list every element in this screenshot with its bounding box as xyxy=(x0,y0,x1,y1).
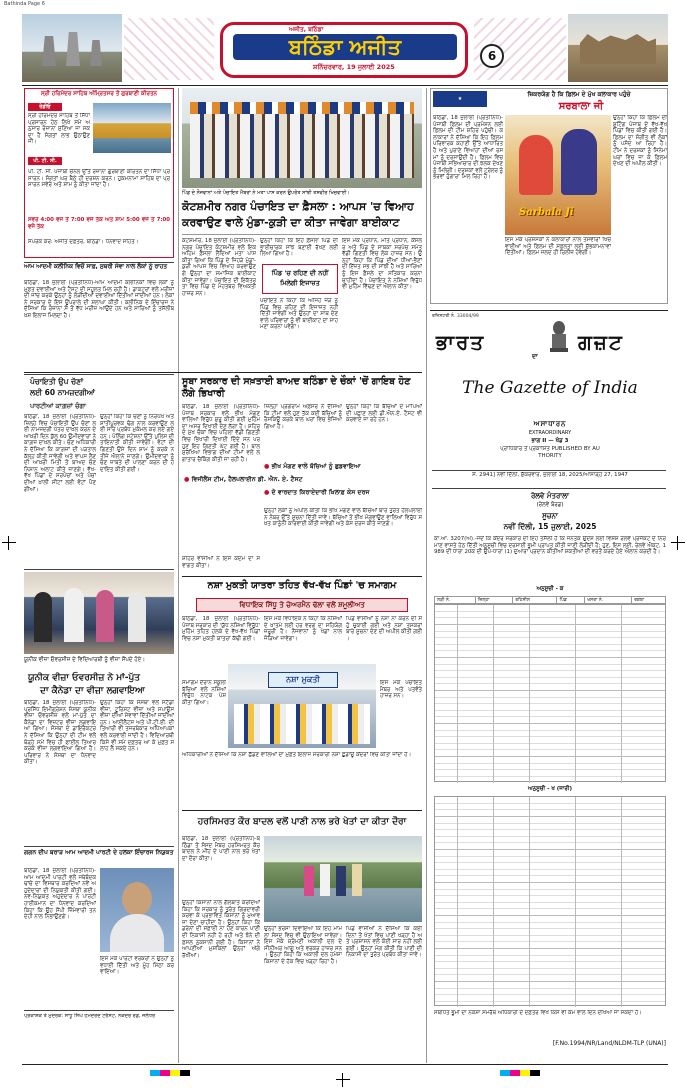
col-village: ਪਿੰਡ xyxy=(557,597,585,604)
visa-headline-1: ਯੂਨੀਕ ਵੀਜ਼ਾ ਓਵਰਸੀਜ਼ ਨੇ ਮਾਂ-ਪੁੱਤ xyxy=(28,673,141,683)
panchayat-headline-3: ਪਾਰਟੀਆਂ ਕਾਗ਼ਜ਼ਾਂ ਚੰਗਾ xyxy=(30,402,86,410)
gazette-table-1 xyxy=(434,596,666,604)
gazette-title-left: ਭਾਰਤ xyxy=(436,330,486,354)
col-area: ਰਕਬਾ xyxy=(632,597,666,604)
gazette-table-header xyxy=(435,597,666,604)
beggar-headline: ਸੂਬਾ ਸਰਕਾਰ ਦੀ ਸਖ਼ਤਾਈ ਬਾਅਦ ਬਠਿੰਡਾ ਦੇ ਚੌਕਾਂ 'ਚੋਂ ਗਾਇਬ ਹੋਣ ਲੱਗੇ ਭਿਖਾਰੀ xyxy=(182,376,411,399)
harsimrat-headline: ਹਰਸਿਮਰਤ ਕੌਰ ਬਾਦਲ ਵਲੋਂ ਪਾਣੀ ਨਾਲ ਭਰੇ ਖੇਤਾਂ ਦਾ ਕੀਤਾ ਦੌਰਾ xyxy=(197,817,407,827)
masthead-pattern-left xyxy=(124,18,214,80)
visa-caption: ਯੂਨੀਕ ਵੀਜ਼ਾ ਓਵਰਸੀਜ਼ ਦੇ ਵਿਦਿਆਰਥੀ ਨੂੰ ਵੀਜ਼ਾ ਸੌਂਪਦੇ ਹੋਏ। xyxy=(24,657,146,663)
nasha-body-4: ਸਮਾਗਮ ਦੌਰਾਨ ਸਕੂਲੀ ਬੱਚਿਆਂ ਵਲੋਂ ਨਸ਼ਿਆਂ ਵਿਰੁੱਧ ਨਾਟਕ ਪੇਸ਼ ਕੀਤਾ ਗਿਆ। xyxy=(182,680,226,706)
registration-mark-left xyxy=(2,536,16,550)
ptc-tag: ਪੀ. ਟੀ. ਸੀ. xyxy=(28,157,62,165)
harsimrat-body-2: ਉਨ੍ਹਾਂ ਕਿਸਾਨਾਂ ਨਾਲ ਗੱਲਬਾਤ ਕਰਦਿਆਂ ਕਿਹਾ ਕਿ ਸਰਕਾਰ ਨੂੰ ਤੁਰੰਤ ਗਿਰਦਾਵਰੀ ਕਰਵਾ ਕੇ ਪ੍ਰਭਾਵਿਤ ਕਿਸਾਨਾਂ ਨੂੰ ਮੁਆਵਜ਼ਾ ਦੇਣਾ ਚਾਹੀਦਾ ਹੈ। ਉਨ੍ਹਾਂ ਕਿਹਾ ਕਿ ਡਰੇਨਾਂ ਦੀ ਸਫ਼ਾਈ ਨਾ ਹੋਣ ਕਾਰਨ ਪਾਣੀ ਦੀ ਨਿਕਾਸੀ ਨਹੀਂ ਹੋ ਰਹੀ ਅਤੇ ਝੋਨੇ ਦੀ ਫ਼ਸਲ ਨੁਕਸਾਨੀ ਗਈ ਹੈ। ਕਿਸਾਨਾਂ ਨੇ ਆਪਣੀਆਂ ਮੁਸ਼ਕਿਲਾਂ ਉਨ੍ਹਾਂ ਅੱਗੇ ਰੱਖੀਆਂ। xyxy=(182,900,260,959)
gazette-notice-date: ਨਵੀਂ ਦਿੱਲੀ, 15 ਜੁਲਾਈ, 2025 xyxy=(503,522,597,531)
nasha-body-3: ਪਿੰਡ ਵਾਸੀਆਂ ਨੂੰ ਨਸ਼ਾ ਨਾ ਕਰਨ ਦੀ ਸਹੁੰ ਚੁਕਾਈ ਗਈ ਅਤੇ ਨਸ਼ਾ ਤਸਕਰਾਂ ਬਾਰੇ ਸੂਚਨਾ ਦੇਣ ਦੀ ਅਪੀਲ ਕੀਤੀ ਗਈ। xyxy=(346,616,422,642)
lead-body-4: ਇਸ ਮੌਕੇ ਪ੍ਰਧਾਨ, ਮੀਤ ਪ੍ਰਧਾਨ, ਕੌਂਸਲਰ ਅਤੇ ਪਿੰਡ ਦੇ ਸਾਬਕਾ ਸਰਪੰਚ ਸਮੇਤ ਵੱਡੀ ਗਿਣਤੀ ਵਿਚ ਲੋਕ ਹਾਜ਼ਰ ਸਨ। ਉਨ੍ਹਾਂ ਕਿਹਾ ਕਿ ਪਿੰਡ ਦੀਆਂ ਧੀਆਂ-ਭੈਣਾਂ ਦੀ ਇੱਜ਼ਤ ਸਭ ਦੀ ਸਾਂਝੀ ਹੈ ਅਤੇ ਸਾਰਿਆਂ ਨੂੰ ਇਸ ਫ਼ੈਸਲੇ ਦਾ ਸਤਿਕਾਰ ਕਰਨਾ ਚਾਹੀਦਾ ਹੈ। ਪੰਚਾਇਤ ਨੇ ਨਸ਼ਿਆਂ ਵਿਰੁੱਧ ਵੀ ਮੁਹਿੰਮ ਵਿੱਢਣ ਦਾ ਐਲਾਨ ਕੀਤਾ। xyxy=(342,238,422,291)
beggar-bullet-1-text: ਭੀਖ ਮੰਗਣ ਵਾਲੇ ਬੱਚਿਆਂ ਨੂੰ ਛੁਡਵਾਇਆ xyxy=(271,463,361,470)
color-bar-right xyxy=(500,1070,540,1076)
aap-body-1: ਬਠਿੰਡਾ, 18 ਜੁਲਾਈ (ਪ੍ਰਤੀਨਿਧ)-ਆਮ ਆਦਮੀ ਪਾਰਟੀ ਵਲੋਂ ਜਥੇਬੰਦਕ ਢਾਂਚੇ ਦਾ ਵਿਸਥਾਰ ਕਰਦਿਆਂ ਨਵੇਂ ਅਹੁਦੇਦਾਰਾਂ ਦੀ ਨਿਯੁਕਤੀ ਕੀਤੀ ਗਈ। ਨਵ-ਨਿਯੁਕਤ ਅਹੁਦੇਦਾਰ ਨੇ ਪਾਰਟੀ ਹਾਈਕਮਾਨ ਦਾ ਧੰਨਵਾਦ ਕਰਦਿਆਂ ਕਿਹਾ ਕਿ ਉਹ ਸੌਂਪੀ ਜ਼ਿੰਮੇਵਾਰੀ ਤਨਦੇਹੀ ਨਾਲ ਨਿਭਾਉਣਗੇ। xyxy=(24,868,96,921)
gazette-body: ਕਾ.ਆ. 3207(ਅ).-ਜਦੋਂ ਕਿ ਕੇਂਦਰ ਸਰਕਾਰ ਦੀ ਇਹ ਤਸੱਲੀ ਹੈ ਕਿ ਜਨਤਕ ਉਦੇਸ਼ ਲਈ ਵਿਸ਼ੇਸ਼ ਰੇਲਵੇ ਪ੍ਰੋਜੈਕਟ ਦੇ ਨਿਰਮਾਣ ਵਾਸਤੇ ਹੇਠ ਦਿੱਤੀ ਅਨੁਸੂਚੀ ਵਿਚ ਦਰਸਾਈ ਭੂਮੀ ਪ੍ਰਾਪਤ ਕੀਤੀ ਜਾਣੀ ਲੋੜੀਂਦੀ ਹੈ; ਹੁਣ, ਇਸ ਲਈ, ਰੇਲਵੇ ਐਕਟ, 1989 ਦੀ ਧਾਰਾ 20ਕ ਦੀ ਉਪ-ਧਾਰਾ (1) ਦੁਆਰਾ ਪ੍ਰਦਾਨ ਕੀਤੀਆਂ ਸ਼ਕਤੀਆਂ ਦੀ ਵਰਤੋਂ ਕਰਦੇ ਹੋਏ ਐਲਾਨ ਕਰਦੀ ਹੈ। xyxy=(434,536,666,556)
film-box xyxy=(430,88,668,304)
radio-tag: ਰੇਡੀਓ xyxy=(28,103,62,111)
lead-photo-caption: ਪਿੰਡ ਦੇ ਨੌਜਵਾਨਾਂ ਅਤੇ ਪੰਚਾਇਤ ਮੈਂਬਰਾਂ ਨੇ ਮਤਾ ਪਾਸ ਕਰਨ ਉਪਰੰਤ ਸਾਂਝੀ ਤਸਵੀਰ ਖਿਚਵਾਈ। xyxy=(182,190,350,196)
gazette-extraordinary-en: EXTRAORDINARY xyxy=(528,430,572,436)
masthead-edition: ਅਜੀਤ, ਬਠਿੰਡਾ xyxy=(289,26,324,33)
gurbani-text-3: ਸੰਪਰਕ ਕਰੋ: ਅਜੀਤ ਦਫ਼ਤਰ, ਬਠਿੰਡਾ। ਧੰਨਵਾਦ ਸਹਿਤ। xyxy=(28,239,139,245)
harsimrat-photo xyxy=(264,836,422,922)
gazette-board: (ਰੇਲਵੇ ਬੋਰਡ) xyxy=(536,502,564,508)
masthead-date: ਸ਼ਨਿੱਚਰਵਾਰ, 19 ਜੁਲਾਈ 2025 xyxy=(313,63,395,71)
film-body-1: ਬਠਿੰਡਾ, 18 ਜੁਲਾਈ (ਪ੍ਰਤੀਨਿਧ)-ਪੰਜਾਬੀ ਫ਼ਿਲਮ ਦੀ ਪ੍ਰਮੋਸ਼ਨ ਲਈ ਫ਼ਿਲਮ ਦੀ ਟੀਮ ਸ਼ਹਿਰ ਪਹੁੰਚੀ। ਕਲਾਕਾਰਾਂ ਨੇ ਦੱਸਿਆ ਕਿ ਇਹ ਫ਼ਿਲਮ ਪਰਿਵਾਰਕ ਕਹਾਣੀ ਉੱਤੇ ਆਧਾਰਿਤ ਹੈ ਅਤੇ ਪੁਰਾਣੇ ਵਿਆਹਾਂ ਦੀਆਂ ਰਸਮਾਂ ਨੂੰ ਦਰਸਾਉਂਦੀ ਹੈ। ਫ਼ਿਲਮ ਵਿਚ ਪੰਜਾਬੀ ਸਭਿਆਚਾਰ ਦੀ ਝਲਕ ਦੇਖਣ ਨੂੰ ਮਿਲੇਗੀ। ਦਰਸ਼ਕਾਂ ਵਲੋਂ ਟ੍ਰੇਲਰ ਨੂੰ ਭਰਵਾਂ ਹੁੰਗਾਰਾ ਮਿਲ ਰਿਹਾ ਹੈ। xyxy=(433,115,503,181)
harsimrat-body-3: ਉਨ੍ਹਾਂ ਭਰੋਸਾ ਦਿਵਾਇਆ ਕਿ ਇਹ ਮਾਮਲਾ ਸੰਸਦ ਵਿਚ ਵੀ ਉਠਾਇਆ ਜਾਵੇਗਾ। ਇਸ ਮੌਕੇ ਸ਼੍ਰੋਮਣੀ ਅਕਾਲੀ ਦਲ ਦੇ ਸੀਨੀਅਰ ਆਗੂ ਅਤੇ ਵਰਕਰ ਹਾਜ਼ਰ ਸਨ। ਉਨ੍ਹਾਂ ਕਿਹਾ ਕਿ ਅਕਾਲੀ ਦਲ ਹਮੇਸ਼ਾ ਕਿਸਾਨਾਂ ਦੇ ਹੱਕ ਵਿਚ ਖੜ੍ਹਾ ਰਿਹਾ ਹੈ। xyxy=(264,926,342,965)
col-serial: ਲੜੀ ਨੰ. xyxy=(435,597,476,604)
film-logo: ★ xyxy=(433,91,487,107)
film-body-3: ਇਸ ਮੌਕੇ ਪ੍ਰਸ਼ੰਸਕਾਂ ਨੇ ਕਲਾਕਾਰਾਂ ਨਾਲ ਤਸਵੀਰਾਂ ਖਿਚਵਾਈਆਂ ਅਤੇ ਫ਼ਿਲਮ ਦੀ ਸਫ਼ਲਤਾ ਲਈ ਸ਼ੁੱਭਕਾਮਨਾਵਾਂ ਦਿੱਤੀਆਂ। ਫ਼ਿਲਮ ਜਲਦ ਹੀ ਰਿਲੀਜ਼ ਹੋਵੇਗੀ। xyxy=(505,237,611,257)
short1-headline: ਆਮ ਆਦਮੀ ਕਲੀਨਿਕ ਵਿਚੋਂ ਸਾਫ਼, ਸੁਥਰੀ ਸੇਵਾ ਨਾਲ ਲੋਕਾਂ ਨੂੰ ਰਾਹਤ xyxy=(24,264,168,270)
film-title-line: ਜ਼ਿਕਰਯੋਗ ਹੈ ਕਿ ਫ਼ਿਲਮ ਦੇ ਮੁੱਖ ਕਲਾਕਾਰ ਪਹੁੰਚੇ xyxy=(527,91,631,98)
registration-mark-bottom xyxy=(336,1073,350,1087)
col-khasra: ਖਸਰਾ ਨੰ. xyxy=(585,597,632,604)
masthead-frame xyxy=(220,22,468,78)
beggar-bullet-1: ● ਭੀਖ ਮੰਗਣ ਵਾਲੇ ਬੱਚਿਆਂ ਨੂੰ ਛੁਡਵਾਇਆ xyxy=(264,463,361,470)
gazette-closing: ਸਬੰਧਿਤ ਭੂਮੀ ਦਾ ਨਕਸ਼ਾ ਸਮਰੱਥ ਅਧਿਕਾਰੀ ਦੇ ਦਫ਼ਤਰ ਵਿਖੇ ਕਿਸੇ ਵੀ ਕੰਮ ਵਾਲੇ ਦਿਨ ਦੇਖਿਆ ਜਾ ਸਕਦਾ ਹੈ। xyxy=(434,1010,642,1016)
harsimrat-body-1: ਬਠਿੰਡਾ, 18 ਜੁਲਾਈ (ਪ੍ਰਤੀਨਿਧ)-ਬਠਿੰਡਾ ਤੋਂ ਸੰਸਦ ਮੈਂਬਰ ਹਰਸਿਮਰਤ ਕੌਰ ਬਾਦਲ ਨੇ ਮੀਂਹ ਦੇ ਪਾਣੀ ਨਾਲ ਭਰੇ ਖੇਤਾਂ ਦਾ ਦੌਰਾ ਕੀਤਾ। xyxy=(182,836,260,862)
masthead-title: ਬਠਿੰਡਾ ਅਜੀਤ xyxy=(233,34,457,60)
beggar-body-5: ਸ਼ਹਿਰ ਵਾਸੀਆਂ ਨੇ ਇਸ ਕਦਮ ਦਾ ਸਵਾਗਤ ਕੀਤਾ। xyxy=(182,556,260,569)
lead-body-3: ਪੰਚਾਇਤ ਨੇ ਕਿਹਾ ਕਿ ਅਜਿਹੇ ਜੋੜੇ ਨੂੰ ਪਿੰਡ ਵਿਚ ਰਹਿਣ ਦੀ ਇਜਾਜ਼ਤ ਨਹੀਂ ਦਿੱਤੀ ਜਾਵੇਗੀ ਅਤੇ ਉਨ੍ਹਾਂ ਦਾ ਸਾਥ ਦੇਣ ਵਾਲੇ ਪਰਿਵਾਰਾਂ ਨੂੰ ਵੀ ਬਾਈਕਾਟ ਦਾ ਸਾਹਮਣਾ ਕਰਨਾ ਪਵੇਗਾ। xyxy=(260,298,338,331)
gazette-extraordinary: ਅਸਾਧਾਰਨ xyxy=(533,420,567,428)
lead-body-1: ਕੋਟਸ਼ਮੀਰ, 18 ਜੁਲਾਈ (ਪ੍ਰਤੀਨਿਧ)-ਨਗਰ ਪੰਚਾਇਤ ਕੋਟਸ਼ਮੀਰ ਵਲੋਂ ਇਕ ਅਹਿਮ ਫ਼ੈਸਲਾ ਲੈਂਦਿਆਂ ਮਤਾ ਪਾਸ ਕੀਤਾ ਗਿਆ ਕਿ ਪਿੰਡ ਦੇ ਜਿਹੜੇ ਮੁੰਡਾ-ਕੁੜੀ ਆਪਸ ਵਿਚ ਵਿਆਹ ਕਰਵਾਉਣਗੇ ਉਨ੍ਹਾਂ ਦਾ ਸਮਾਜਿਕ ਬਾਈਕਾਟ ਕੀਤਾ ਜਾਵੇਗਾ। ਪੰਚਾਇਤ ਦੀ ਇਕੱਤਰਤਾ ਵਿਚ ਪਿੰਡ ਦੇ ਮੋਹਤਬਰ ਵਿਅਕਤੀ ਹਾਜ਼ਰ ਸਨ। xyxy=(182,238,256,297)
lead-subhead-1: ਪਿੰਡ 'ਚ ਰਹਿਣ ਦੀ ਨਹੀਂ xyxy=(271,269,329,277)
masthead-fort-photo xyxy=(568,14,668,82)
aap-body-2: ਇਸ ਮੌਕੇ ਪਾਰਟੀ ਵਰਕਰਾਂ ਨੇ ਉਨ੍ਹਾਂ ਨੂੰ ਵਧਾਈ ਦਿੱਤੀ ਅਤੇ ਮੂੰਹ ਮਿੱਠਾ ਕਰਵਾਇਆ। xyxy=(100,956,174,976)
lead-headline-2: ਕਰਵਾਉਣ ਵਾਲੇ ਮੁੰਡਾ-ਕੁੜੀ ਦਾ ਕੀਤਾ ਜਾਵੇਗਾ ਬਾਈਕਾਟ xyxy=(182,216,400,229)
nasha-body-6: ਅਧਿਕਾਰੀਆਂ ਨੇ ਦੱਸਿਆ ਕਿ ਨਸ਼ਾ ਛੱਡਣ ਵਾਲਿਆਂ ਦਾ ਮੁਫ਼ਤ ਇਲਾਜ ਸਰਕਾਰੀ ਨਸ਼ਾ ਛੁਡਾਊ ਕੇਂਦਰਾਂ ਵਿਚ ਕੀਤਾ ਜਾਂਦਾ ਹੈ। xyxy=(182,752,412,758)
beggar-bullet-2: ● ਵਿਜੀਲੈਂਸ ਟੀਮ, ਹੈਲਪਲਾਈਨ ਡੀ. ਐਨ. ਏ. ਟੈਸਟ xyxy=(184,476,303,483)
gazette-schedule-2: ਅਨੁਸੂਚੀ - ਖ (ਜਾਰੀ) xyxy=(528,786,572,792)
masthead-factory-photo xyxy=(22,14,122,82)
film-name: ਸਰਬਾਲਾ ਜੀ xyxy=(558,101,604,112)
beggar-body-1: ਬਠਿੰਡਾ, 18 ਜੁਲਾਈ (ਪ੍ਰਤੀਨਿਧ)-ਪੰਜਾਬ ਸਰਕਾਰ ਵਲੋਂ ਭੀਖ ਮੰਗਣ ਵਾਲਿਆਂ ਵਿਰੁੱਧ ਸ਼ੁਰੂ ਕੀਤੀ ਗਈ ਮੁਹਿੰਮ ਦਾ ਅਸਰ ਦਿਖਾਈ ਦੇਣ ਲੱਗਾ ਹੈ। ਸ਼ਹਿਰ ਦੇ ਮੁੱਖ ਚੌਕਾਂ ਵਿਚ ਪਹਿਲਾਂ ਵੱਡੀ ਗਿਣਤੀ ਵਿਚ ਭਿਖਾਰੀ ਦਿਖਾਈ ਦਿੰਦੇ ਸਨ ਪਰ ਹੁਣ ਇਹ ਗਿਣਤੀ ਘੱਟ ਗਈ ਹੈ। ਬਾਲ ਸੁਰੱਖਿਆ ਵਿਭਾਗ ਦੀਆਂ ਟੀਮਾਂ ਵਲੋਂ ਲਗਾਤਾਰ ਚੈਕਿੰਗ ਕੀਤੀ ਜਾ ਰਹੀ ਹੈ। xyxy=(182,404,260,463)
portrait-photo xyxy=(100,868,174,952)
gazette-authority: ਪ੍ਰਾਧਿਕਾਰ ਤੋਂ ਪ੍ਰਕਾਸ਼ਿਤ PUBLISHED BY AUTHORITY xyxy=(500,446,600,459)
gurbani-header: ਸ੍ਰੀ ਹਰਿਮੰਦਰ ਸਾਹਿਬ ਅੰਮ੍ਰਿਤਸਰ ਤੋਂ ਗੁਰਬਾਣੀ ਕੀਰਤਨ xyxy=(25,89,173,100)
beggar-body-3: ਉਨ੍ਹਾਂ ਕਿਹਾ ਕਿ ਬੱਚਿਆਂ ਦੇ ਮਾਪਿਆਂ ਦੀ ਪਛਾਣ ਲਈ ਡੀ.ਐਨ.ਏ. ਟੈਸਟ ਵੀ ਕਰਵਾਏ ਜਾ ਰਹੇ ਹਨ। xyxy=(346,404,422,424)
nasha-banner: ਨਸ਼ਾ ਮੁਕਤੀ xyxy=(268,672,338,688)
gurbani-timing: ਸਵੇਰੇ 4:00 ਵਜੇ ਤੋਂ 7:00 ਵਜੇ ਤੱਕ ਅਤੇ ਸ਼ਾਮ 5:00 ਵਜੇ ਤੋਂ 7:00 ਵਜੇ ਤੱਕ xyxy=(28,217,170,230)
film-poster-title: Sarbala Ji xyxy=(519,207,574,218)
gazette-table-1-rows xyxy=(434,604,666,782)
beggar-bullet-2-text: ਵਿਜੀਲੈਂਸ ਟੀਮ, ਹੈਲਪਲਾਈਨ ਡੀ. ਐਨ. ਏ. ਟੈਸਟ xyxy=(191,476,303,483)
visa-photo xyxy=(24,572,174,654)
gazette-english-title: The Gazette of India xyxy=(462,378,638,398)
gazette-emblem-icon xyxy=(548,320,570,354)
lead-body-2: ਉਨ੍ਹਾਂ ਕਿਹਾ ਕਿ ਇਹ ਫ਼ੈਸਲਾ ਪਿੰਡ ਦੀ ਭਾਈਚਾਰਕ ਸਾਂਝ ਬਣਾਈ ਰੱਖਣ ਲਈ ਲਿਆ ਗਿਆ ਹੈ। xyxy=(260,238,338,258)
col-district: ਜ਼ਿਲ੍ਹਾ xyxy=(475,597,512,604)
nasha-body-5: ਇਸ ਮੌਕੇ ਪੰਚਾਇਤ ਮੈਂਬਰ ਅਤੇ ਪਤਵੰਤੇ ਹਾਜ਼ਰ ਸਨ। xyxy=(380,680,422,700)
gazette-title-mid: ਦਾ xyxy=(532,353,538,360)
beggar-body-4: ਉਨ੍ਹਾਂ ਲੋਕਾਂ ਨੂੰ ਅਪੀਲ ਕੀਤੀ ਕਿ ਭੀਖ ਮੰਗਣ ਵਾਲੇ ਬੱਚਿਆਂ ਬਾਰੇ ਤੁਰੰਤ ਹੈਲਪਲਾਈਨ ਨੰਬਰ ਉੱਤੇ ਸੂਚਨਾ ਦਿੱਤੀ ਜਾਵੇ। ਬੱਚਿਆਂ ਤੋਂ ਭੀਖ ਮੰਗਵਾਉਣ ਵਾਲਿਆਂ ਵਿਰੁੱਧ ਸਖ਼ਤ ਕਾਨੂੰਨੀ ਕਾਰਵਾਈ ਕੀਤੀ ਜਾਵੇਗੀ ਅਤੇ ਕੇਸ ਦਰਜ ਕੀਤੇ ਜਾਣਗੇ। xyxy=(264,508,422,528)
nasha-body-1: ਬਠਿੰਡਾ, 18 ਜੁਲਾਈ (ਪ੍ਰਤੀਨਿਧ)-ਪੰਜਾਬ ਸਰਕਾਰ ਦੀ 'ਯੁੱਧ ਨਸ਼ਿਆਂ ਵਿਰੁੱਧ' ਮੁਹਿੰਮ ਤਹਿਤ ਹਲਕੇ ਦੇ ਵੱਖ-ਵੱਖ ਪਿੰਡਾਂ ਵਿਚ ਨਸ਼ਾ ਮੁਕਤੀ ਯਾਤਰਾ ਕੱਢੀ ਗਈ। xyxy=(182,616,260,642)
gazette-table-2-rows xyxy=(434,796,666,1006)
lead-photo xyxy=(182,88,422,188)
gazette-notification: ਸੂਚਨਾ xyxy=(542,512,558,520)
golden-temple-photo xyxy=(93,103,171,153)
visa-body-2: ਉਨ੍ਹਾਂ ਕਿਹਾ ਕਿ ਸੰਸਥਾ ਵਲੋਂ ਸਟੱਡੀ ਵੀਜ਼ਾ, ਟੂਰਿਸਟ ਵੀਜ਼ਾ ਅਤੇ ਸਪਾਊਸ ਵੀਜ਼ਾ ਦੀਆਂ ਸੇਵਾਵਾਂ ਦਿੱਤੀਆਂ ਜਾਂਦੀਆਂ ਹਨ। ਆਈਲੈਟਸ ਅਤੇ ਪੀ.ਟੀ.ਈ. ਦੀ ਤਿਆਰੀ ਵੀ ਤਜਰਬੇਕਾਰ ਅਧਿਆਪਕਾਂ ਵਲੋਂ ਕਰਵਾਈ ਜਾਂਦੀ ਹੈ। ਵਿਦਿਆਰਥੀ ਕਿਸੇ ਵੀ ਸਮੇਂ ਦਫ਼ਤਰ ਆ ਕੇ ਮੁਫ਼ਤ ਸਲਾਹ ਲੈ ਸਕਦੇ ਹਨ। xyxy=(100,700,174,753)
nasha-photo xyxy=(228,664,376,748)
beggar-bullet-3-text: ਦੋ ਵਾਰਦਾਤ ਕਿਰਾਏਦਾਰੀ ਖ਼ਿਲਾਫ਼ ਕੇਸ ਦਰਜ xyxy=(271,489,370,496)
beggar-bullets xyxy=(184,460,422,506)
gurbani-box xyxy=(24,88,174,258)
nasha-subhead: ਵਿਧਾਇਕ ਸਿੱਧੂ ਤੇ ਚੇਅਰਮੈਨ ਢੱਲਾ ਵਲੋਂ ਸ਼ਮੂਲੀਅਤ xyxy=(196,598,408,612)
panchayat-body-2: ਉਨ੍ਹਾਂ ਕਿਹਾ ਕਿ ਚੋਣਾਂ ਨੂੰ ਨਿਰਪੱਖ ਅਤੇ ਸ਼ਾਂਤੀਪੂਰਵਕ ਢੰਗ ਨਾਲ ਕਰਵਾਉਣ ਲਈ ਸਾਰੇ ਪ੍ਰਬੰਧ ਮੁਕੰਮਲ ਕਰ ਲਏ ਗਏ ਹਨ। ਪੋਲਿੰਗ ਸਟੇਸ਼ਨਾਂ ਉੱਤੇ ਪੁਲਿਸ ਦੀ ਤਾਇਨਾਤੀ ਕੀਤੀ ਜਾਵੇਗੀ। ਵੋਟਾਂ ਦੀ ਗਿਣਤੀ ਉਸੇ ਦਿਨ ਸ਼ਾਮ ਨੂੰ ਕਰਕੇ ਨਤੀਜੇ ਐਲਾਨੇ ਜਾਣਗੇ। ਉਮੀਦਵਾਰਾਂ ਨੂੰ ਚੋਣ ਜ਼ਾਬਤੇ ਦੀ ਪਾਲਣਾ ਕਰਨ ਦੀ ਹਦਾਇਤ ਕੀਤੀ ਗਈ। xyxy=(100,414,174,473)
beggar-body-2: ਜ਼ਿਲ੍ਹਾ ਪ੍ਰੋਗਰਾਮ ਅਫ਼ਸਰ ਨੇ ਦੱਸਿਆ ਕਿ ਟੀਮਾਂ ਵਲੋਂ ਹੁਣ ਤੱਕ ਕਈ ਬੱਚਿਆਂ ਨੂੰ ਰੈਸਕਿਊ ਕਰਕੇ ਬਾਲ ਘਰਾਂ ਵਿਚ ਭੇਜਿਆ ਗਿਆ ਹੈ। xyxy=(264,404,342,430)
registration-mark-right xyxy=(671,536,685,550)
panchayat-body-1: ਬਠਿੰਡਾ, 18 ਜੁਲਾਈ (ਪ੍ਰਤੀਨਿਧ)-ਜ਼ਿਲ੍ਹੇ ਵਿਚ ਪੰਚਾਇਤੀ ਉਪ ਚੋਣਾਂ ਲਈ ਨਾਮਜ਼ਦਗੀ ਪੱਤਰ ਦਾਖ਼ਲ ਕਰਨ ਦੇ ਆਖ਼ਰੀ ਦਿਨ ਕੁੱਲ 60 ਉਮੀਦਵਾਰਾਂ ਨੇ ਕਾਗ਼ਜ਼ ਦਾਖ਼ਲ ਕੀਤੇ। ਚੋਣ ਅਧਿਕਾਰੀ ਨੇ ਦੱਸਿਆ ਕਿ ਕਾਗ਼ਜ਼ਾਂ ਦੀ ਪੜਤਾਲ ਕੱਲ੍ਹ ਕੀਤੀ ਜਾਵੇਗੀ ਅਤੇ ਵਾਪਸ ਲੈਣ ਦੀ ਆਖ਼ਰੀ ਮਿਤੀ ਤੋਂ ਬਾਅਦ ਚੋਣ ਨਿਸ਼ਾਨ ਅਲਾਟ ਕੀਤੇ ਜਾਣਗੇ। ਵੱਖ-ਵੱਖ ਪਿੰਡਾਂ ਦੇ ਸਰਪੰਚਾਂ ਅਤੇ ਪੰਚਾਂ ਦੀਆਂ ਖ਼ਾਲੀ ਸੀਟਾਂ ਲਈ ਵੋਟਾਂ ਪੈਣਗੀਆਂ। xyxy=(24,414,96,493)
col-tehsil: ਤਹਿਸੀਲ xyxy=(513,597,557,604)
slug-left: Bathinda Page 6 xyxy=(4,1,45,7)
gurbani-text-2: ਪੀ. ਟੀ. ਸੀ. ਪੰਜਾਬੀ ਚੈਨਲ ਉੱਤੇ ਰੋਜ਼ਾਨਾ ਗੁਰਬਾਣੀ ਕੀਰਤਨ ਦਾ ਸਿੱਧਾ ਪ੍ਰਸਾਰਨ। ਸੰਗਤਾਂ ਘਰ ਬੈਠੇ ਹੀ ਦਰਸ਼ਨ ਕਰਨ। ਹੁਕਮਨਾਮਾ ਸਾਹਿਬ ਦਾ ਪ੍ਰਸਾਰਨ ਸਵੇਰੇ ਅਤੇ ਸ਼ਾਮ ਨੂੰ ਕੀਤਾ ਜਾਂਦਾ ਹੈ। xyxy=(28,169,170,189)
nasha-headline: ਨਸ਼ਾ ਮੁਕਤੀ ਯਾਤਰਾ ਤਹਿਤ ਵੱਖ-ਵੱਖ ਪਿੰਡਾਂ 'ਚ ਸਮਾਗਮ xyxy=(207,580,397,591)
nasha-body-2: ਇਸ ਮੌਕੇ ਵਿਧਾਇਕ ਨੇ ਕਿਹਾ ਕਿ ਨਸ਼ਿਆਂ ਦੇ ਖ਼ਾਤਮੇ ਲਈ ਹਰ ਵਰਗ ਦਾ ਸਹਿਯੋਗ ਜ਼ਰੂਰੀ ਹੈ। ਨੌਜਵਾਨਾਂ ਨੂੰ ਖੇਡਾਂ ਨਾਲ ਜੋੜਿਆ ਜਾਵੇਗਾ। xyxy=(264,616,342,642)
gurbani-text-1: ਸ੍ਰੀ ਹਰਿਮੰਦਰ ਸਾਹਿਬ ਤੋਂ ਸਿੱਧਾ ਪ੍ਰਸਾਰਨ ਹੇਠ ਲਿਖੇ ਸਮੇਂ ਅਨੁਸਾਰ ਰੋਜ਼ਾਨਾ ਸੁਣਿਆ ਜਾ ਸਕਦਾ ਹੈ ਸੰਗਤਾਂ ਲਾਭ ਉਠਾਉਣ ਜੀ। xyxy=(28,113,90,146)
gazette-title-right: ਗਜ਼ਟ xyxy=(578,330,624,354)
gazette-slug: ਰਜਿਸਟਰੀ ਨੰ. 33004/99 xyxy=(432,314,479,319)
color-bar-left xyxy=(150,1070,190,1076)
visa-body-1: ਬਠਿੰਡਾ, 18 ਜੁਲਾਈ (ਪ੍ਰਤੀਨਿਧ)-ਪ੍ਰਸਿੱਧ ਇਮੀਗ੍ਰੇਸ਼ਨ ਸੰਸਥਾ ਯੂਨੀਕ ਵੀਜ਼ਾ ਓਵਰਸੀਜ਼ ਵਲੋਂ ਮਾਂ-ਪੁੱਤ ਦਾ ਕੈਨੇਡਾ ਦਾ ਵਿਜ਼ਟਰ ਵੀਜ਼ਾ ਲਗਵਾਇਆ ਗਿਆ। ਸੰਸਥਾ ਦੇ ਡਾਇਰੈਕਟਰ ਨੇ ਦੱਸਿਆ ਕਿ ਉਨ੍ਹਾਂ ਦੀ ਟੀਮ ਵਲੋਂ ਥੋੜ੍ਹੇ ਸਮੇਂ ਵਿਚ ਹੀ ਫਾਈਲ ਤਿਆਰ ਕਰਕੇ ਵੀਜ਼ਾ ਲਗਵਾਇਆ ਗਿਆ ਹੈ। ਪਰਿਵਾਰ ਨੇ ਸੰਸਥਾ ਦਾ ਧੰਨਵਾਦ ਕੀਤਾ। xyxy=(24,700,96,766)
beggar-bullet-3: ● ਦੋ ਵਾਰਦਾਤ ਕਿਰਾਏਦਾਰੀ ਖ਼ਿਲਾਫ਼ ਕੇਸ ਦਰਜ xyxy=(264,489,370,496)
gazette-issue-line: ਸੰ. 2941] ਨਵੀਂ ਦਿੱਲੀ, ਸ਼ੁੱਕਰਵਾਰ, ਜੁਲਾਈ 18, 2025/ਆਸਾੜ੍ਹ 27, 1947 xyxy=(472,472,628,478)
gazette-schedule-1: ਅਨੁਸੂਚੀ - ਕ xyxy=(536,586,564,592)
page-number: 6 xyxy=(480,44,504,68)
lead-subhead-box xyxy=(262,264,338,294)
visa-headline-2: ਦਾ ਕੈਨੇਡਾ ਦਾ ਵੀਜ਼ਾ ਲਗਵਾਇਆ xyxy=(40,686,145,696)
short1-body: ਬਠਿੰਡਾ, 18 ਜੁਲਾਈ (ਪ੍ਰਤੀਨਿਧ)-ਆਮ ਆਦਮੀ ਕਲੀਨਿਕਾਂ ਵਿਚ ਲੋਕਾਂ ਨੂੰ ਮੁਫ਼ਤ ਦਵਾਈਆਂ ਅਤੇ ਟੈਸਟ ਦੀ ਸਹੂਲਤ ਮਿਲ ਰਹੀ ਹੈ। ਡਾਕਟਰਾਂ ਵਲੋਂ ਮਰੀਜ਼ਾਂ ਦੀ ਜਾਂਚ ਕਰਕੇ ਉਨ੍ਹਾਂ ਨੂੰ ਲੋੜੀਂਦੀਆਂ ਦਵਾਈਆਂ ਦਿੱਤੀਆਂ ਜਾਂਦੀਆਂ ਹਨ। ਲੋਕਾਂ ਨੇ ਸਰਕਾਰ ਦੇ ਇਸ ਉਪਰਾਲੇ ਦੀ ਸ਼ਲਾਘਾ ਕੀਤੀ। ਕਲੀਨਿਕ ਦੇ ਇੰਚਾਰਜ ਨੇ ਦੱਸਿਆ ਕਿ ਰੋਜ਼ਾਨਾ ਸੌ ਤੋਂ ਵੱਧ ਮਰੀਜ਼ ਆਉਂਦੇ ਹਨ ਅਤੇ ਸਾਰਿਆਂ ਨੂੰ ਤਸੱਲੀਬਖ਼ਸ਼ ਇਲਾਜ ਮਿਲਦਾ ਹੈ। xyxy=(24,280,174,319)
gazette-ministry: ਰੇਲਵੇ ਮੰਤਰਾਲਾ xyxy=(530,492,570,500)
film-poster xyxy=(505,115,611,235)
panchayat-headline-2: ਲਈ 60 ਨਾਮਜ਼ਦਗੀਆਂ xyxy=(30,388,95,397)
gazette-part: ਭਾਗ II — ਖੰਡ 3 xyxy=(531,438,569,444)
panchayat-headline-1: ਪੰਚਾਇਤੀ ਉਪ ਚੋਣਾਂ xyxy=(30,377,84,386)
print-line: ਪ੍ਰਕਾਸ਼ਕ ਤੇ ਮੁਦਰਕ: ਸਾਧੂ ਸਿੰਘ ਹਮਦਰਦ ਟਰੱਸਟ, ਨਕੋਦਰ ਰੋਡ, ਜਲੰਧਰ xyxy=(24,1013,156,1019)
aap-headline: ਗਗਨ ਦੀਪ ਬਰਾੜ ਆਮ ਆਦਮੀ ਪਾਰਟੀ ਦੇ ਹਲਕਾ ਇੰਚਾਰਜ ਨਿਯੁਕਤ xyxy=(24,849,174,856)
gazette-footer: [F.No.1994/NR/Land/NLDM-TLP (UNA)] xyxy=(552,1040,666,1047)
lead-headline-1: ਕੋਟਸ਼ਮੀਰ ਨਗਰ ਪੰਚਾਇਤ ਦਾ ਫ਼ੈਸਲਾ : ਆਪਸ 'ਚ ਵਿਆਹ xyxy=(182,200,414,213)
film-body-2: ਉਨ੍ਹਾਂ ਕਿਹਾ ਕਿ ਫ਼ਿਲਮ ਦੀ ਸ਼ੂਟਿੰਗ ਪੰਜਾਬ ਦੇ ਵੱਖ-ਵੱਖ ਪਿੰਡਾਂ ਵਿਚ ਕੀਤੀ ਗਈ ਹੈ। ਫ਼ਿਲਮ ਦਾ ਸੰਗੀਤ ਵੀ ਲੋਕਾਂ ਨੂੰ ਪਸੰਦ ਆ ਰਿਹਾ ਹੈ। ਟੀਮ ਨੇ ਦਰਸ਼ਕਾਂ ਨੂੰ ਸਿਨੇਮਾ ਘਰਾਂ ਵਿਚ ਜਾ ਕੇ ਫ਼ਿਲਮ ਦੇਖਣ ਦੀ ਅਪੀਲ ਕੀਤੀ। xyxy=(613,115,667,168)
harsimrat-body-4: ਪਿੰਡ ਵਾਸੀਆਂ ਨੇ ਦੱਸਿਆ ਕਿ ਕਈ ਦਿਨਾਂ ਤੋਂ ਖੇਤਾਂ ਵਿਚ ਪਾਣੀ ਖੜ੍ਹਾ ਹੈ ਅਤੇ ਪ੍ਰਸ਼ਾਸਨ ਵਲੋਂ ਕੋਈ ਸਾਰ ਨਹੀਂ ਲਈ ਗਈ। ਉਨ੍ਹਾਂ ਮੰਗ ਕੀਤੀ ਕਿ ਪਾਣੀ ਦੀ ਨਿਕਾਸੀ ਦਾ ਤੁਰੰਤ ਪ੍ਰਬੰਧ ਕੀਤਾ ਜਾਵੇ। xyxy=(346,926,422,959)
lead-subhead-2: ਮਿਲੇਗੀ ਇਜਾਜ਼ਤ xyxy=(280,279,320,287)
